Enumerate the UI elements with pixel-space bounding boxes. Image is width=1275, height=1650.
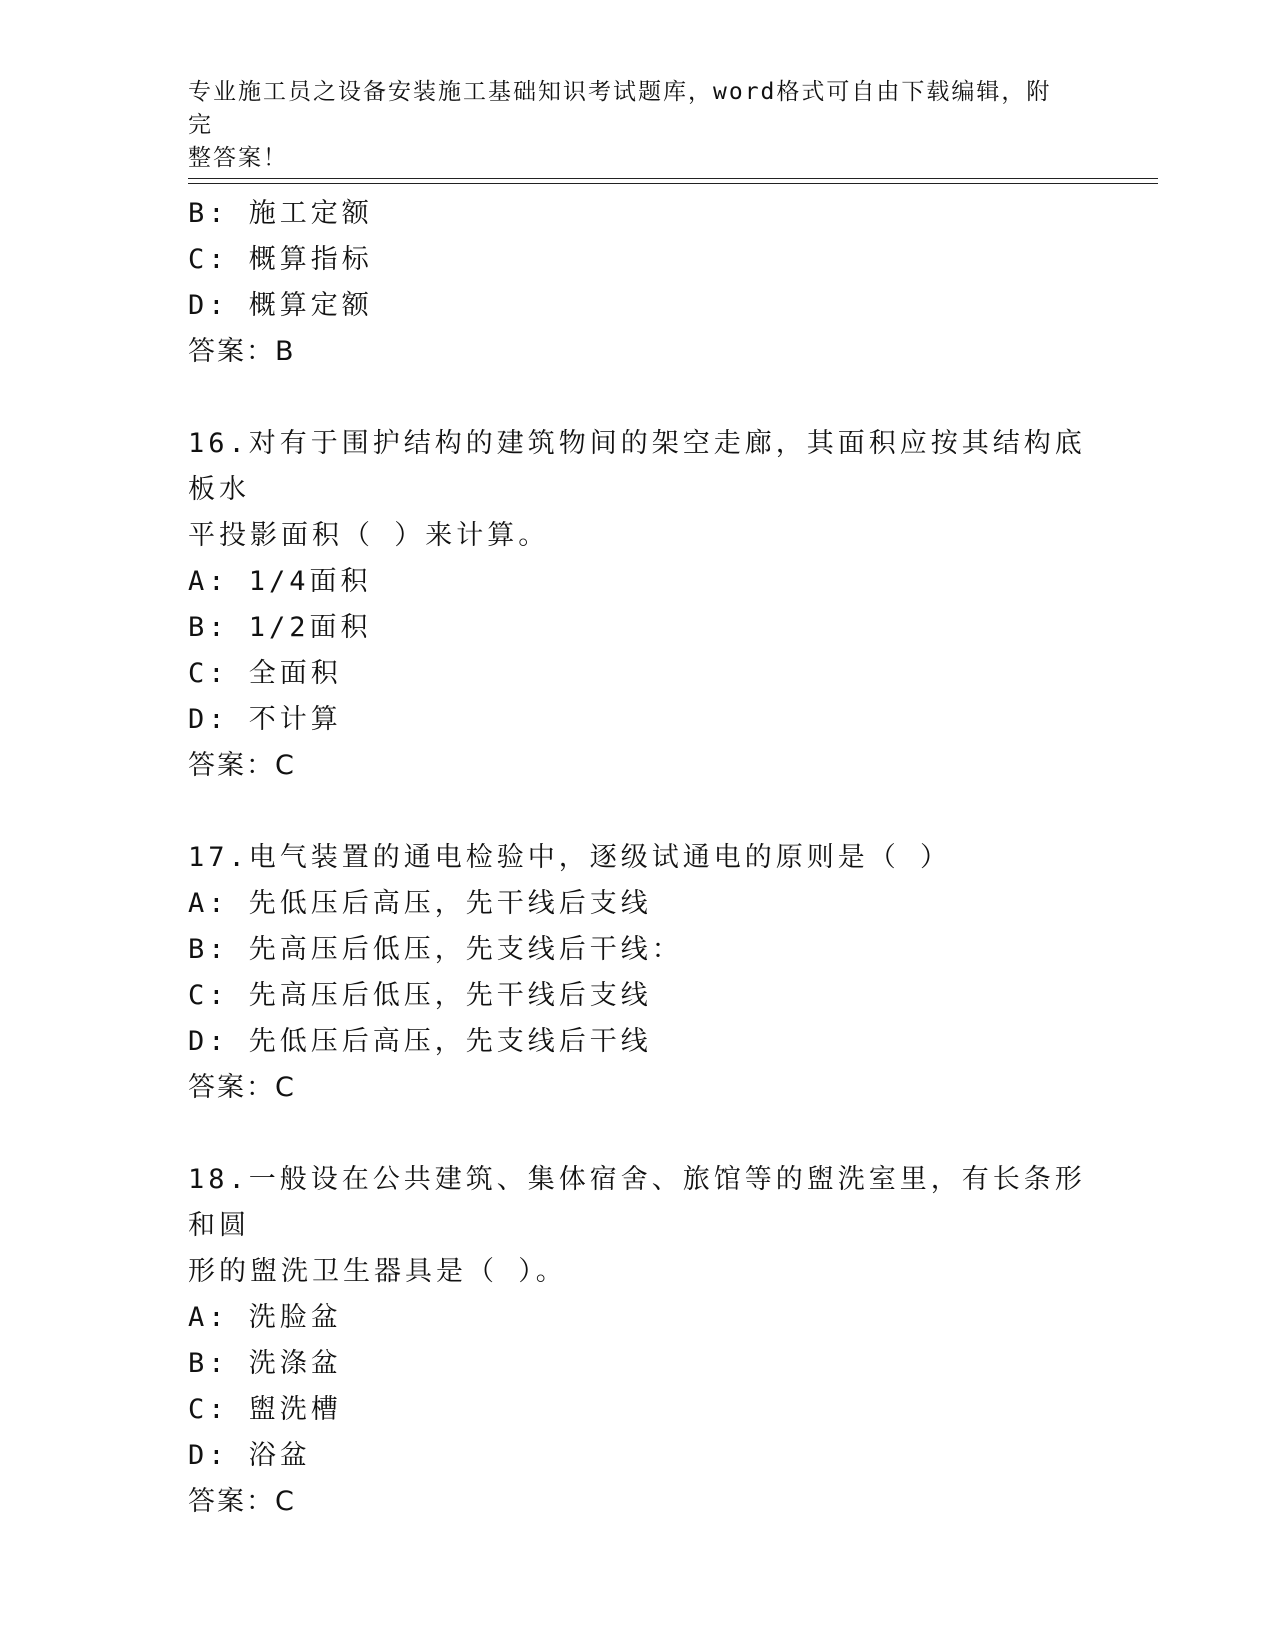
question-text-line-2: 平投影面积（ ）来计算。 [188, 520, 550, 551]
option-d: D: 不计算 [188, 704, 342, 735]
option-c: C: 概算指标 [188, 244, 373, 275]
question-17 [188, 835, 1088, 1111]
spacer [188, 789, 1088, 835]
question-15-continued [188, 191, 1088, 375]
option-b: B: 1/2面积 [188, 612, 372, 643]
option-c: C: 盥洗槽 [188, 1394, 342, 1425]
document-header [188, 76, 1068, 175]
question-text-line-1: 18.一般设在公共建筑、集体宿舍、旅馆等的盥洗室里，有长条形和圆 [188, 1164, 1086, 1241]
spacer [188, 1111, 1088, 1157]
question-text-line-1: 16.对有于围护结构的建筑物间的架空走廊，其面积应按其结构底板水 [188, 428, 1086, 505]
option-c: C: 全面积 [188, 658, 342, 689]
header-line-1: 专业施工员之设备安装施工基础知识考试题库，word格式可自由下载编辑，附完 [188, 79, 1052, 138]
answer-label: 答案：C [188, 750, 296, 781]
option-d: D: 概算定额 [188, 290, 373, 321]
option-b: B: 洗涤盆 [188, 1348, 342, 1379]
spacer [188, 375, 1088, 421]
option-c: C: 先高压后低压，先干线后支线 [188, 980, 652, 1011]
option-b: B: 施工定额 [188, 198, 373, 229]
option-d: D: 浴盆 [188, 1440, 311, 1471]
header-line-2: 整答案！ [188, 145, 288, 171]
header-divider-top [188, 178, 1158, 179]
option-b: B: 先高压后低压，先支线后干线： [188, 934, 683, 965]
answer-label: 答案：C [188, 1072, 296, 1103]
question-list [188, 191, 1088, 1525]
answer-label: 答案：C [188, 1486, 296, 1517]
question-text-line-1: 17.电气装置的通电检验中，逐级试通电的原则是（ ） [188, 842, 952, 873]
question-18 [188, 1157, 1088, 1525]
header-divider-bottom [188, 183, 1158, 184]
option-a: A: 1/4面积 [188, 566, 372, 597]
answer-label: 答案：B [188, 336, 296, 367]
option-a: A: 先低压后高压，先干线后支线 [188, 888, 652, 919]
option-a: A: 洗脸盆 [188, 1302, 342, 1333]
option-d: D: 先低压后高压，先支线后干线 [188, 1026, 652, 1057]
question-text-line-2: 形的盥洗卫生器具是（ ）。 [188, 1256, 567, 1287]
question-16 [188, 421, 1088, 789]
